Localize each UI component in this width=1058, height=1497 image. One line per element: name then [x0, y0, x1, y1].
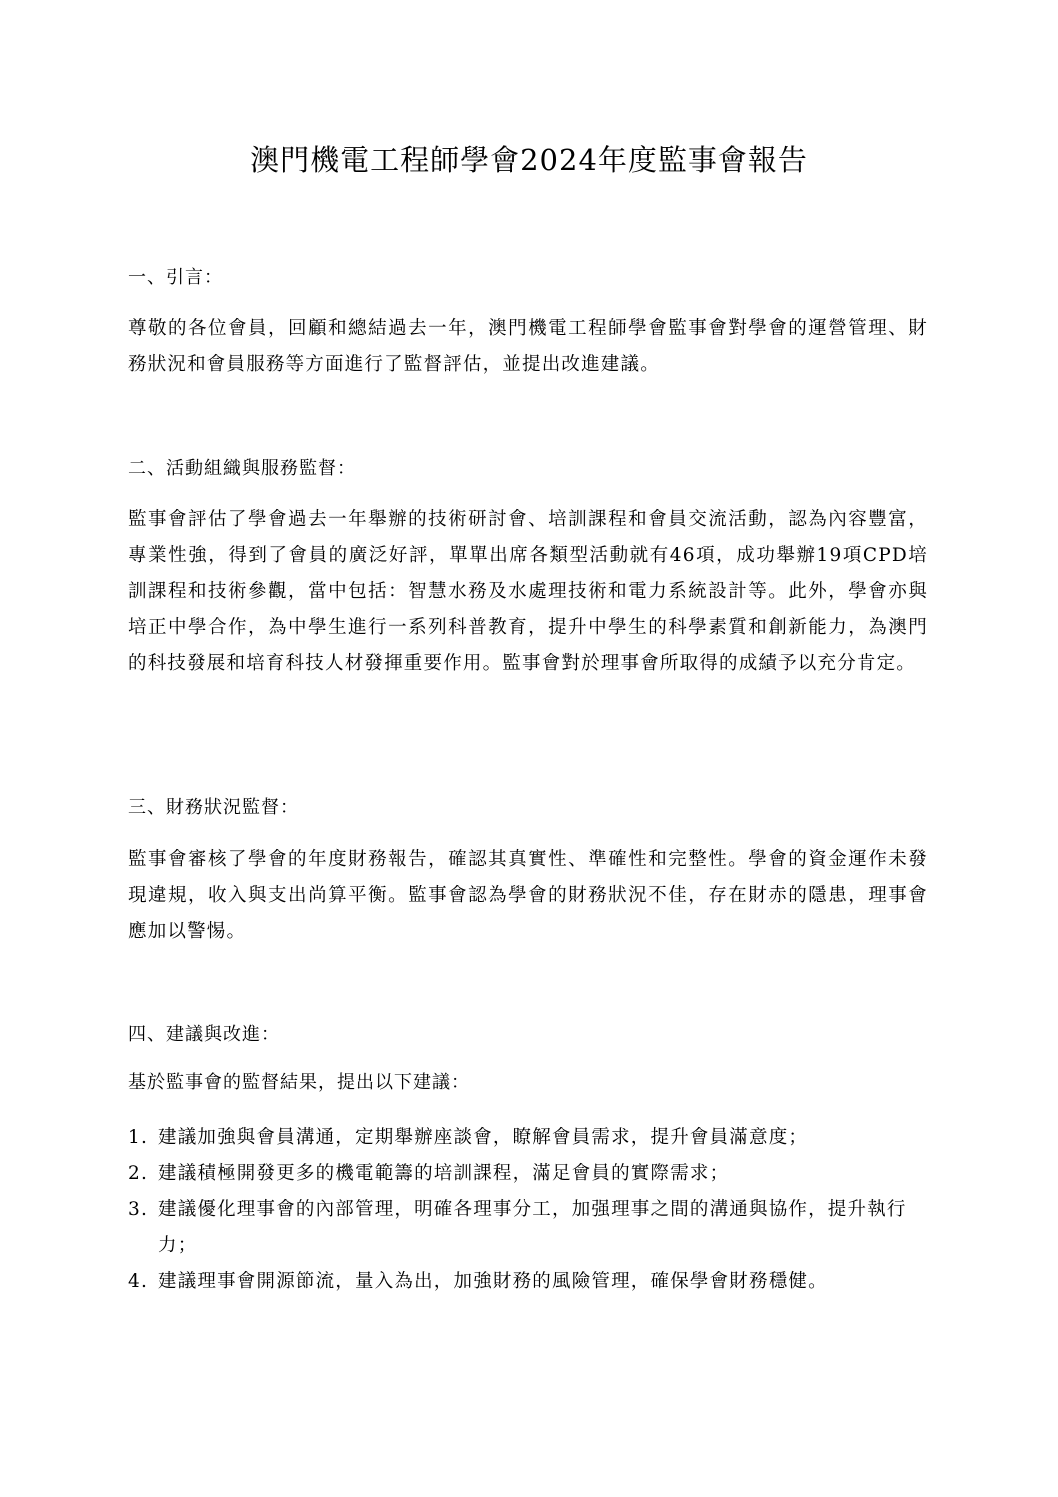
list-item	[128, 1120, 928, 1156]
list-item-text: 建議積極開發更多的機電範籌的培訓課程，滿足會員的實際需求；	[158, 1163, 730, 1184]
section-paragraph-intro: 尊敬的各位會員，回顧和總結過去一年，澳門機電工程師學會監事會對學會的運營管理、財務狀況和會員服務等方面進行了監督評估，並提出改進建議。	[128, 318, 928, 375]
list-item-number: 4.	[128, 1271, 149, 1292]
recommendations-intro: 基於監事會的監督結果，提出以下建議：	[128, 1072, 470, 1093]
section-paragraph-finance: 監事會審核了學會的年度財務報告，確認其真實性、準確性和完整性。學會的資金運作未發現違規，收入與支出尚算平衡。監事會認為學會的財務狀況不佳，存在財赤的隱患，理事會應加以警惕。	[128, 849, 928, 942]
section-heading-finance: 三、財務狀況監督：	[128, 797, 299, 818]
document-title: 澳門機電工程師學會2024年度監事會報告	[250, 143, 808, 177]
list-item-number: 3.	[128, 1199, 149, 1220]
list-item-text: 建議理事會開源節流，量入為出，加強財務的風險管理，確保學會財務穩健。	[158, 1271, 828, 1292]
list-item-number: 2.	[128, 1163, 149, 1184]
section-heading-activities: 二、活動組織與服務監督：	[128, 458, 356, 479]
list-item-number: 1.	[128, 1127, 149, 1148]
list-item-text: 建議優化理事會的內部管理，明確各理事分工，加强理事之間的溝通與協作，提升執行力；	[158, 1199, 907, 1256]
section-heading-intro: 一、引言：	[128, 267, 223, 288]
list-item	[128, 1156, 928, 1192]
section-heading-recommendations: 四、建議與改進：	[128, 1024, 280, 1045]
list-item	[128, 1192, 928, 1264]
recommendations-list	[128, 1120, 928, 1300]
section-paragraph-activities: 監事會評估了學會過去一年舉辦的技術研討會、培訓課程和會員交流活動，認為內容豐富，專業性強，得到了會員的廣泛好評，單單出席各類型活動就有46項，成功舉辦19項CPD培訓課程和技術參觀，當中包括：智慧水務及水處理技術和電力系統設計等。此外，學會亦與培正中學合作，為中學生進行一系列科普教育，提升中學生的科學素質和創新能力，為澳門的科技發展和培育科技人材發揮重要作用。監事會對於理事會所取得的成績予以充分肯定。	[128, 509, 928, 674]
list-item	[128, 1264, 928, 1300]
list-item-text: 建議加強與會員溝通，定期舉辦座談會，瞭解會員需求，提升會員滿意度；	[158, 1127, 809, 1148]
